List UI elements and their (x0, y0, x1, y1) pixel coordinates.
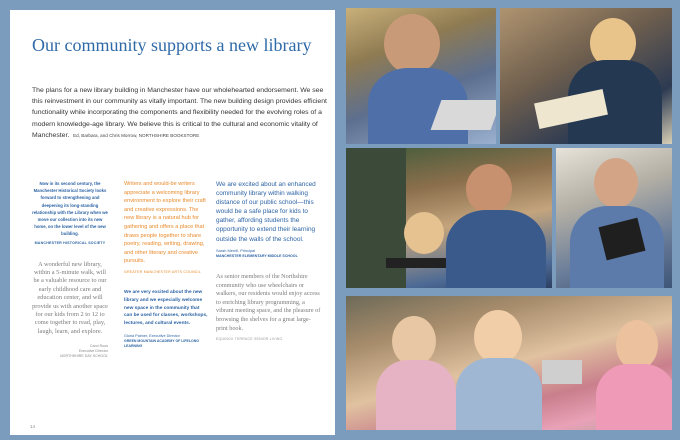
day-school-attribution (32, 344, 108, 359)
historical-society-source: MANCHESTER HISTORICAL SOCIETY (34, 240, 106, 245)
arts-council-source: GREATER MANCHESTER ARTS COUNCIL (124, 269, 201, 274)
school-attribution (216, 248, 322, 259)
academy-attribution (124, 334, 208, 350)
historical-society-quote: Now in its second century, the Manchester Historical Society looks forward to strengthening and deepening its long-standing relationship with the Library when we move our collection into its new home, on the lower level of the new building. (32, 181, 108, 237)
school-quote: We are excited about an enhanced community library within walking distance of our public school—this would be a safe place for kids to gather, affording students the opportunity to extend their learning outside the walls of the school. (216, 181, 316, 243)
day-school-quote: A wonderful new library, within a 5-minute walk, will be a valuable resource to our early childhood care and education center, and will provide us with another space for our kids from 2 to 12 to come together to read, play, laugh, learn, and explore. (32, 260, 108, 335)
day-school-org: NORTHSHIRE DAY SCHOOL (60, 354, 108, 359)
photo-man-child-computer (346, 148, 552, 288)
day-school-title: Executive Director (78, 349, 108, 354)
column-3 (216, 180, 322, 341)
academy-org: GREEN MOUNTAIN ACADEMY OF LIFELONG LEARNING (124, 339, 199, 349)
academy-quote: We are very excited about the new library and we especially welcome new space in the community that can be used for classes, workshops, lectures, and cultural events. (124, 289, 208, 327)
photo-boy-reading (500, 8, 672, 144)
photo-man-tablet (556, 148, 672, 288)
school-name: Sarah Merrill, Principal (216, 247, 256, 253)
senior-living-source: EQUINOX TERRACE SENIOR LIVING (216, 337, 283, 342)
text-page (10, 10, 335, 435)
column-1 (32, 180, 108, 359)
photo-woman-laptop (346, 8, 496, 144)
photo-students-laptops (346, 296, 672, 430)
intro-body: The plans for a new library building in Manchester have our wholehearted endorsement. We see this reinvestment in our community as vitally important. The new building design provides efficient functionality while incorporating the components and flexibility needed for the evolving roles of a modern knowledge-age library. We believe this is critical to the cultural and economic vitality of Manchester. (32, 87, 327, 139)
academy-name: Gloria Palmer, Executive Director (124, 333, 180, 338)
arts-council-quote: Writers and would-be writers appreciate a welcoming library environment to explore their craft and creative expressions. The new library is a natural hub for gathering and offers a place that draws people together to share poetry, reading, writing, drawing, and other literary and creative pursuits. (124, 181, 206, 265)
school-org: MANCHESTER ELEMENTARY MIDDLE SCHOOL (216, 253, 298, 258)
intro-signature: Ed, Barbara, and Chris Morrow, NORTHSHIRE BOOKSTORE (73, 132, 200, 138)
page-title: Our community supports a new library (32, 35, 312, 55)
day-school-name: Carol Roos (90, 344, 108, 349)
intro-paragraph (32, 85, 328, 141)
senior-living-quote: As senior members of the Northshire community who use wheelchairs or walkers, our residents would enjoy access to enriching library programming, a vibrant meeting space, and the pleasure of browsing the shelves for a great large-print book. (216, 273, 321, 332)
photo-collage (338, 0, 680, 440)
page-number: 14 (30, 424, 36, 429)
column-2 (124, 180, 208, 350)
